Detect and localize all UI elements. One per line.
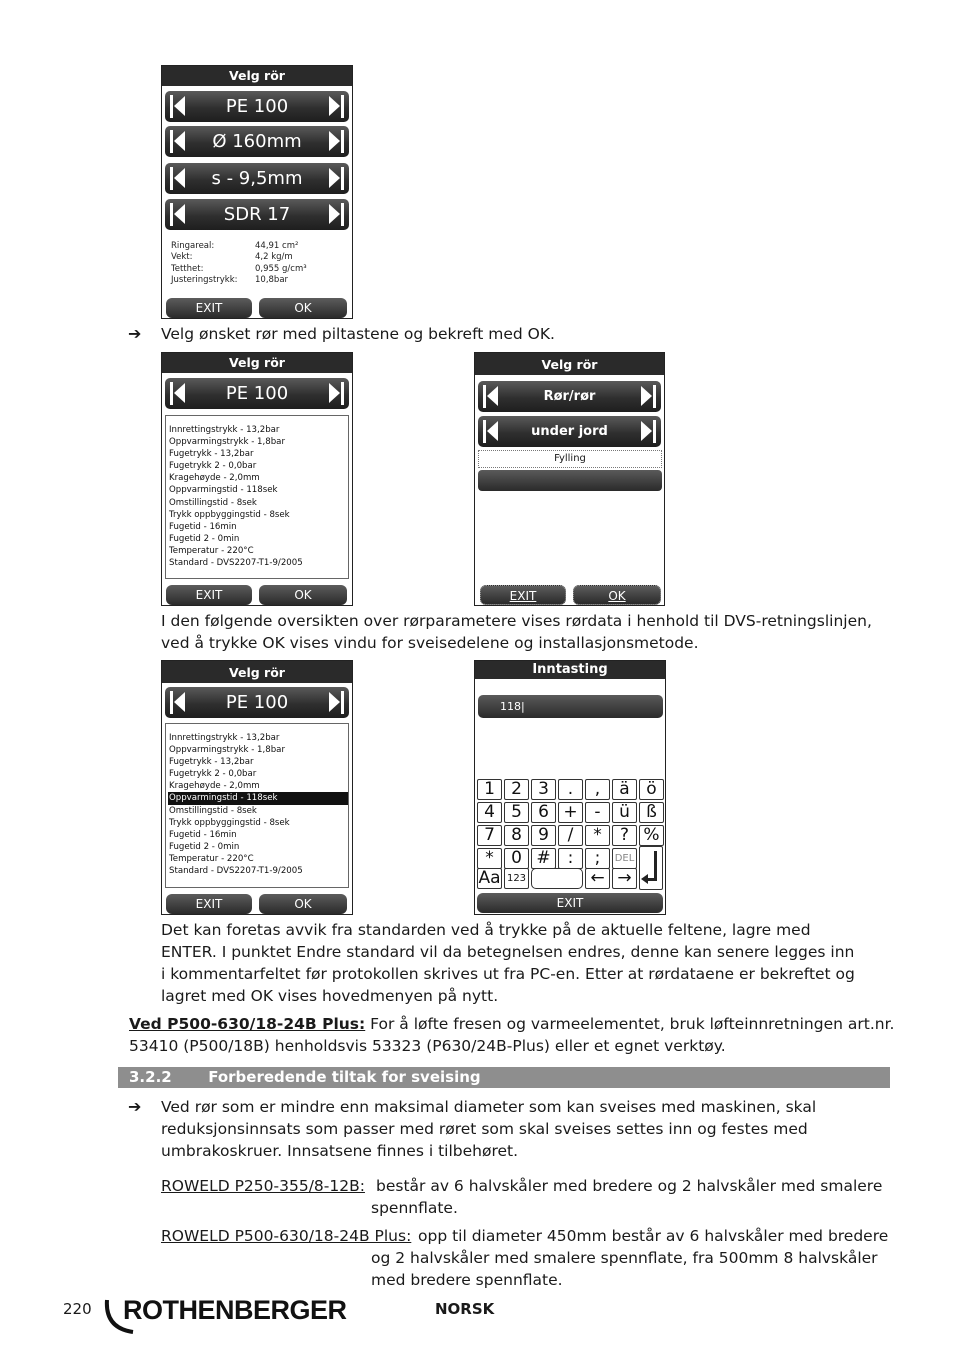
key-delete[interactable]: DEL <box>612 848 637 869</box>
parameter-item[interactable]: Fugetid - 16min <box>169 829 237 840</box>
parameter-item[interactable]: Omstillingstid - 8sek <box>169 805 257 816</box>
parameter-item[interactable]: Innrettingstrykk - 13,2bar <box>169 425 280 435</box>
parameter-item[interactable]: Trykk oppbyggingstid - 8sek <box>169 817 290 828</box>
parameter-item[interactable]: Oppvarmingstid - 118sek <box>169 485 278 496</box>
arrow-left-icon[interactable] <box>167 687 187 718</box>
paragraph-line: og 2 halvskåler med smalere spennflate, fra 500mm 8 halvskåler <box>371 1249 878 1267</box>
paragraph-line: lagret med OK vises hovedmenyen på nytt. <box>161 987 499 1005</box>
parameter-item[interactable]: Oppvarmingstrykk - 1,8bar <box>169 437 285 448</box>
model-p500-text <box>418 1225 888 1247</box>
keyboard-key[interactable]: # <box>531 848 556 869</box>
keyboard-key[interactable]: ä <box>612 779 637 800</box>
keyboard-key[interactable]: . <box>558 779 583 800</box>
model-name: ROWELD P250-355/8-12B: <box>161 1177 365 1195</box>
parameter-item[interactable]: Fugetrykk 2 - 0,0bar <box>169 769 257 780</box>
info-value: 44,91 cm² <box>255 241 299 251</box>
screen-title: Inntasting <box>475 661 665 679</box>
exit-button[interactable]: EXIT <box>166 894 252 914</box>
model-note-label: Ved P500-630/18-24B Plus: <box>129 1015 366 1033</box>
section-number: 3.2.2 <box>129 1068 172 1086</box>
key-space[interactable] <box>531 868 583 889</box>
parameter-item[interactable]: Trykk oppbyggingstid - 8sek <box>169 509 290 520</box>
keyboard-key[interactable]: ? <box>612 825 637 846</box>
parameter-item[interactable]: Kragehøyde - 2,0mm <box>169 473 260 484</box>
arrow-right-icon[interactable] <box>327 199 347 230</box>
material-selector[interactable] <box>165 378 349 409</box>
page-number: 220 <box>63 1300 92 1318</box>
arrow-right-icon[interactable] <box>327 378 347 409</box>
screen-title: Velg rör <box>162 353 352 373</box>
arrow-left-icon[interactable] <box>480 416 500 447</box>
arrow-right-icon[interactable] <box>327 126 347 157</box>
paragraph-deviation <box>161 919 855 1007</box>
arrow-left-icon[interactable] <box>167 199 187 230</box>
enter-arrow-icon[interactable] <box>639 846 663 890</box>
parameter-item[interactable]: Temperatur - 220°C <box>169 853 254 864</box>
keyboard-key[interactable]: ö <box>639 779 664 800</box>
keyboard-key[interactable]: * <box>477 848 502 869</box>
paragraph-line: ved å trykke OK vises vindu for sveisedelene og installasjonsmetode. <box>161 634 699 652</box>
keyboard-key[interactable]: ü <box>612 802 637 823</box>
diameter-selector[interactable] <box>165 126 349 157</box>
parameter-item[interactable]: Fugetid - 16min <box>169 521 237 532</box>
model-name: ROWELD P500-630/18-24B Plus: <box>161 1227 412 1245</box>
parameter-item[interactable]: Fugetrykk - 13,2bar <box>169 449 254 460</box>
joint-type-selector[interactable] <box>478 381 661 412</box>
ok-button[interactable]: OK <box>259 585 347 605</box>
keyboard-key[interactable]: : <box>558 848 583 869</box>
pipe-info <box>171 241 341 291</box>
wall-thickness-selector[interactable] <box>165 163 349 194</box>
key-case[interactable]: Aa <box>478 868 501 888</box>
arrow-left-icon[interactable] <box>480 381 500 412</box>
keyboard-key[interactable]: - <box>585 802 610 823</box>
paragraph-line: opp til diameter 450mm består av 6 halvskåler med bredere <box>418 1227 889 1245</box>
arrow-bullet-icon: ➔ <box>128 324 142 343</box>
selector-value: PE 100 <box>225 692 289 713</box>
installation-selector[interactable] <box>478 416 661 447</box>
caption-select-pipe: Velg ønsket rør med piltastene og bekreft med OK. <box>161 325 555 343</box>
section-title: Forberedende tiltak for sveising <box>208 1068 481 1086</box>
info-label: Ringareal: <box>171 241 215 251</box>
ok-button[interactable]: OK <box>259 298 347 318</box>
selector-value: s - 9,5mm <box>211 168 303 189</box>
paragraph-text: For å løfte fresen og varmeelementet, bruk løfteinnretningen art.nr. <box>365 1015 895 1033</box>
paragraph-line: 53410 (P500/18B) henholdsvis 53323 (P630/24B-Plus) eller et egnet verktøy. <box>129 1037 726 1055</box>
parameter-item[interactable]: Standard - DVS2207-T1-9/2005 <box>169 558 303 569</box>
parameter-item[interactable]: Temperatur - 220°C <box>169 545 254 556</box>
selector-value: Ø 160mm <box>212 131 302 152</box>
exit-button[interactable]: EXIT <box>166 298 252 318</box>
paragraph-line: spennflate. <box>371 1199 458 1217</box>
arrow-left-icon[interactable] <box>167 91 187 122</box>
arrow-right-icon[interactable] <box>639 381 659 412</box>
key-right-arrow[interactable]: → <box>612 868 637 889</box>
parameter-item[interactable]: Oppvarmingstrykk - 1,8bar <box>169 745 285 756</box>
parameter-item[interactable]: Fugetid 2 - 0min <box>169 841 240 852</box>
keyboard-key[interactable]: 5 <box>504 802 529 823</box>
model-p250 <box>161 1175 365 1197</box>
keyboard-key[interactable]: 6 <box>531 802 556 823</box>
value-input[interactable]: 118| <box>478 695 663 718</box>
parameter-item[interactable]: Fugetid 2 - 0min <box>169 533 240 544</box>
selector-value: under jord <box>531 424 608 439</box>
screen-title: Velg rör <box>162 66 352 86</box>
screen-title: Velg rör <box>475 353 664 375</box>
parameter-list <box>165 415 349 579</box>
brand-logo <box>103 1292 349 1336</box>
arrow-left-icon[interactable] <box>167 163 187 194</box>
material-selector[interactable] <box>165 687 349 718</box>
pipe-select-screen-1 <box>161 65 353 319</box>
pipe-params-screen <box>161 352 353 606</box>
parameter-item[interactable]: Standard - DVS2207-T1-9/2005 <box>169 866 303 877</box>
paragraph-overview <box>161 610 872 654</box>
selector-value: PE 100 <box>225 383 289 404</box>
arrow-bullet-icon: ➔ <box>128 1097 142 1116</box>
keyboard-key[interactable]: % <box>639 825 664 846</box>
language-label: NORSK <box>435 1300 495 1318</box>
info-value: 0,955 g/cm³ <box>255 264 307 274</box>
keyboard-key[interactable]: 9 <box>531 825 556 846</box>
keyboard-key[interactable]: 3 <box>531 779 556 800</box>
material-selector[interactable] <box>165 91 349 122</box>
keyboard-key[interactable]: 8 <box>504 825 529 846</box>
info-value: 4,2 kg/m <box>255 252 293 262</box>
paragraph-line: med bredere spennflate. <box>371 1271 563 1289</box>
selector-value: Rør/rør <box>543 389 596 404</box>
arrow-right-icon[interactable] <box>327 91 347 122</box>
parameter-list <box>165 723 349 888</box>
keyboard-key[interactable]: 4 <box>477 802 502 823</box>
pipe-params-edit-screen <box>161 660 353 915</box>
key-123[interactable]: 123 <box>504 868 529 889</box>
keyboard <box>477 779 665 869</box>
parameter-item[interactable]: Oppvarmingstid - 118sek <box>168 792 348 804</box>
keyboard-key[interactable]: ß <box>639 802 664 823</box>
sdr-selector[interactable] <box>165 199 349 230</box>
keyboard-bottom-row <box>477 868 665 890</box>
arrow-left-icon[interactable] <box>167 378 187 409</box>
keyboard-key[interactable]: 1 <box>477 779 502 800</box>
filling-label: Fylling <box>554 453 586 464</box>
keyboard-key[interactable]: * <box>585 825 610 846</box>
filling-field[interactable] <box>478 450 662 468</box>
section-heading <box>118 1067 890 1088</box>
parameter-item[interactable]: Fugetrykk 2 - 0,0bar <box>169 461 257 472</box>
paragraph-reduction-inserts <box>161 1096 816 1162</box>
paragraph-line: Ved rør som er mindre enn maksimal diameter som kan sveises med maskinen, skal <box>161 1098 817 1116</box>
ok-button[interactable]: OK <box>259 894 347 914</box>
parameter-item[interactable]: Omstillingstid - 8sek <box>169 497 257 508</box>
arrow-right-icon[interactable] <box>639 416 659 447</box>
ok-button[interactable]: OK <box>573 585 661 605</box>
paragraph-line: umbrakoskruer. Innsatsene finnes i tilbehøret. <box>161 1142 519 1160</box>
arrow-right-icon[interactable] <box>327 163 347 194</box>
parameter-item[interactable]: Innrettingstrykk - 13,2bar <box>169 733 280 743</box>
exit-button[interactable]: EXIT <box>480 585 566 605</box>
keyboard-key[interactable]: + <box>558 802 583 823</box>
info-label: Justeringstrykk: <box>171 275 238 285</box>
arrow-right-icon[interactable] <box>327 687 347 718</box>
paragraph-lifting <box>129 1013 894 1057</box>
exit-button[interactable]: EXIT <box>166 585 252 605</box>
paragraph-line: i kommentarfeltet før protokollen skrives ut fra PC-en. Etter at rørdataene er bekreftet og <box>161 965 855 983</box>
input-value: 118 <box>500 700 521 713</box>
parameter-item[interactable]: Kragehøyde - 2,0mm <box>169 781 260 792</box>
exit-button[interactable]: EXIT <box>477 893 663 913</box>
paragraph-line: I den følgende oversikten over rørparametere vises rørdata i henhold til DVS-retningslinjen, <box>161 612 872 630</box>
input-keyboard-screen <box>474 660 666 915</box>
paragraph-line: består av 6 halvskåler med bredere og 2 halvskåler med smalere <box>376 1177 883 1195</box>
info-label: Tetthet: <box>171 264 204 274</box>
info-value: 10,8bar <box>255 275 289 285</box>
model-p500-text-cont <box>371 1247 878 1291</box>
selector-value: PE 100 <box>225 96 289 117</box>
selector-value: SDR 17 <box>223 204 291 225</box>
paragraph-line: Det kan foretas avvik fra standarden ved å trykke på de aktuelle feltene, lagre med <box>161 921 811 939</box>
keyboard-key[interactable]: 2 <box>504 779 529 800</box>
brand-name: ROTHENBERGER <box>123 1295 347 1325</box>
keyboard-key[interactable]: / <box>558 825 583 846</box>
model-p250-text <box>371 1175 883 1219</box>
parameter-item[interactable]: Fugetrykk - 13,2bar <box>169 757 254 768</box>
keyboard-key[interactable]: , <box>585 779 610 800</box>
paragraph-line: reduksjonsinnsats som passer med røret som skal sveises settes inn og festes med <box>161 1120 808 1138</box>
arrow-left-icon[interactable] <box>167 126 187 157</box>
paragraph-line: ENTER. I punktet Endre standard vil da betegnelsen endres, denne kan senere legges inn <box>161 943 855 961</box>
empty-selector[interactable] <box>478 470 662 491</box>
keyboard-key[interactable]: 0 <box>504 848 529 869</box>
installation-method-screen <box>474 352 665 606</box>
screen-title: Velg rör <box>162 661 352 683</box>
info-label: Vekt: <box>171 252 193 262</box>
model-p500 <box>161 1225 411 1247</box>
key-left-arrow[interactable]: ← <box>585 868 610 889</box>
keyboard-key[interactable]: 7 <box>477 825 502 846</box>
keyboard-key[interactable]: ; <box>585 848 610 869</box>
